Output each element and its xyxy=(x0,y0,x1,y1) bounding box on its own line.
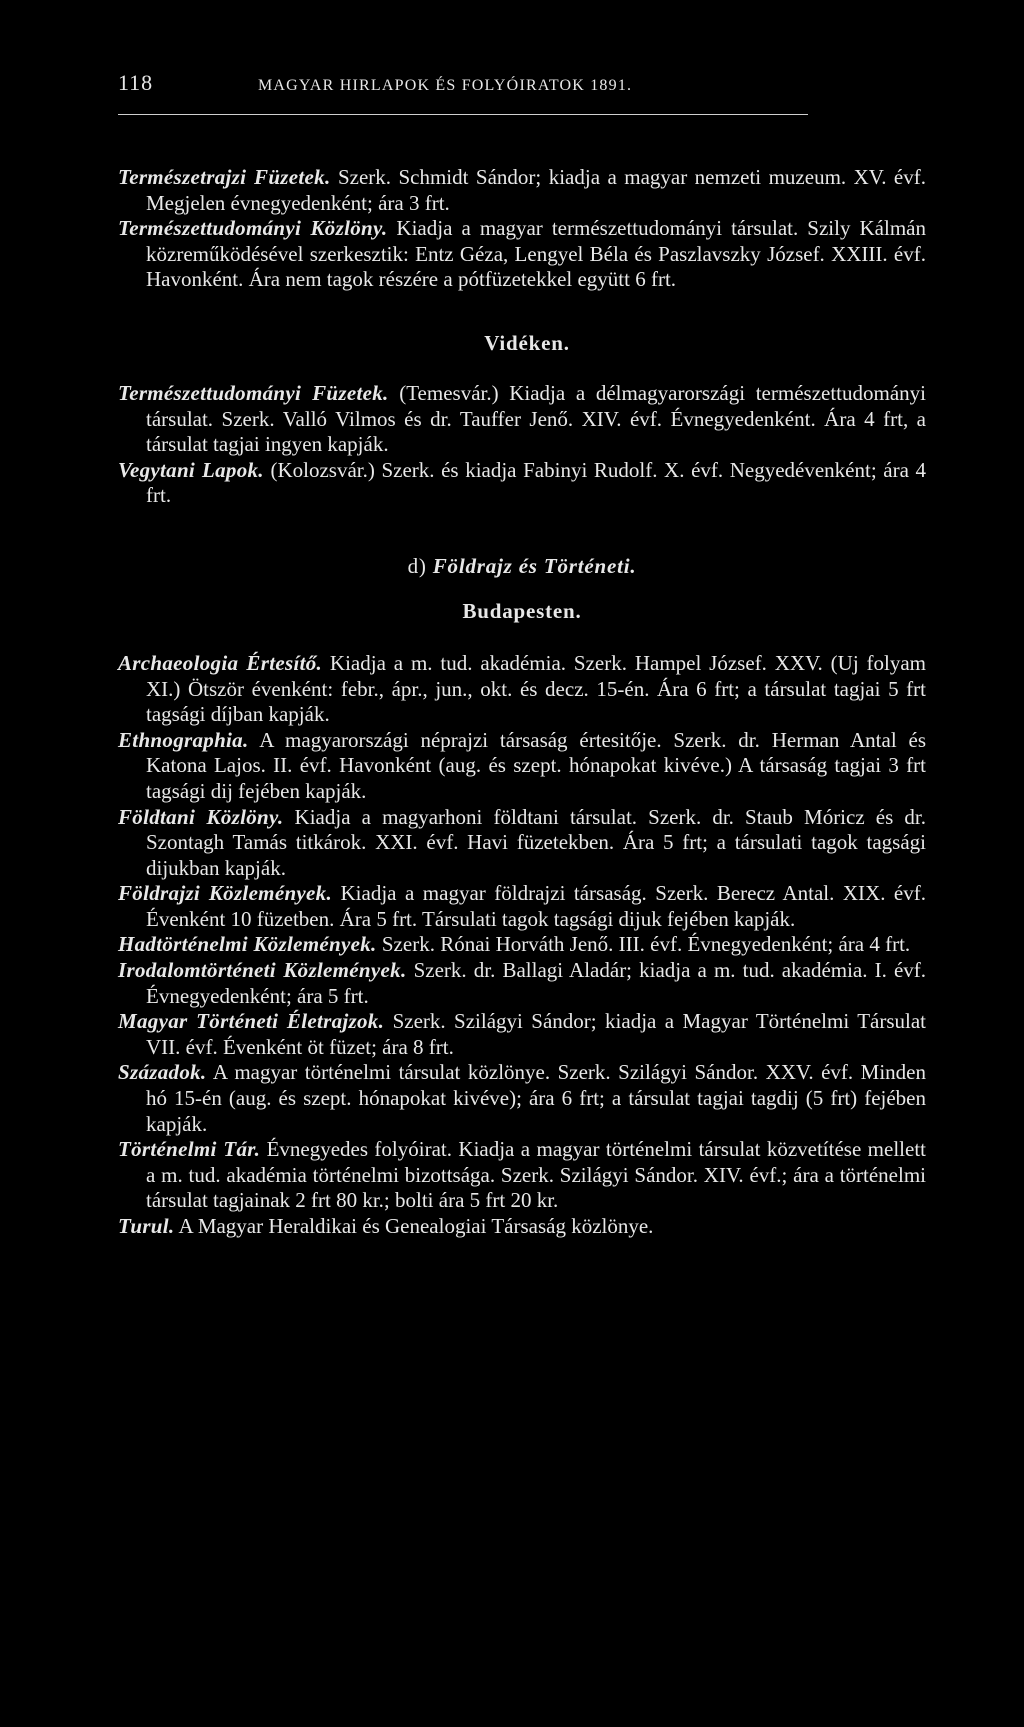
section-heading-budapest: Budapesten. xyxy=(462,598,582,623)
journal-title: Vegytani Lapok. xyxy=(118,457,264,482)
journal-title: Földtani Közlöny. xyxy=(118,804,284,829)
journal-entry xyxy=(118,458,926,509)
category-prefix: d) xyxy=(407,553,433,578)
journal-title: Történelmi Tár. xyxy=(118,1137,261,1162)
journal-title: Turul. xyxy=(118,1214,175,1238)
journal-details: Évnegyedes folyóirat. Kiadja a magyar történelmi társulat közvetítése mellett a m. tud. akadémia történelmi bizottsága. Szerk. Szilágyi Sándor. XIV. évf.; ára a történelmi társulat tagjainak 2 frt 80 kr.; bolti ára 5 frt 20 kr. xyxy=(146,1137,926,1213)
journal-title: Földrajzi Közlemények. xyxy=(118,881,333,906)
journal-entry xyxy=(118,728,926,805)
journal-details: Kiadja a magyar természettudományi társulat. Szily Kálmán közreműködésével szerkesztik: Entz Géza, Lengyel Béla és Paszlavszky József. XXIII. évf. Havonként. Ára nem tagok részére a pótfüzetekkel együtt 6 frt. xyxy=(146,216,926,292)
journal-details: Szerk. Szilágyi Sándor; kiadja a Magyar Történelmi Társulat VII. évf. Évenként öt füzet; ára 8 frt. xyxy=(146,1009,926,1059)
journal-title: Természettudományi Közlöny. xyxy=(118,216,388,241)
category-title: Földrajz és Történeti. xyxy=(432,553,637,578)
entry-group-3 xyxy=(118,651,926,1240)
journal-entry xyxy=(118,932,926,958)
entry-group-2 xyxy=(118,381,926,509)
section-heading-videken: Vidéken. xyxy=(484,330,570,355)
journal-entry xyxy=(118,651,926,728)
journal-details: A magyar történelmi társulat közlönye. Szerk. Szilágyi Sándor. XXV. évf. Minden hó 15-én (aug. és szept. hónapokat kivéve); ára 6 frt; a társulat tagjai tagdij (5 frt) fejében kapják. xyxy=(146,1060,926,1136)
header-rule xyxy=(118,114,808,115)
journal-entry xyxy=(118,381,926,458)
journal-entry xyxy=(118,1137,926,1214)
journal-entry xyxy=(118,165,926,216)
journal-title: Magyar Történeti Életrajzok. xyxy=(118,1009,385,1034)
journal-details: Szerk. dr. Ballagi Aladár; kiadja a m. tud. akadémia. I. évf. Évnegyedenként; ára 5 frt. xyxy=(146,958,927,1008)
running-head xyxy=(118,70,926,104)
journal-details: (Temesvár.) Kiadja a délmagyarországi természettudományi társulat. Szerk. Valló Vilmos és dr. Tauffer Jenő. XIV. évf. Évnegyedenként. Ára 4 frt, a társulat tagjai ingyen kapják. xyxy=(146,380,926,457)
journal-details: Szerk. Schmidt Sándor; kiadja a magyar nemzeti muzeum. XV. évf. Megjelen évnegyedenként; ára 3 frt. xyxy=(146,165,926,215)
running-title: MAGYAR HIRLAPOK ÉS FOLYÓIRATOK 1891. xyxy=(258,77,633,94)
page-number: 118 xyxy=(118,70,154,95)
journal-details: Szerk. Rónai Horváth Jenő. III. évf. Évnegyedenként; ára 4 frt. xyxy=(376,932,911,957)
journal-entry xyxy=(118,1009,926,1060)
journal-title: Századok. xyxy=(118,1060,207,1085)
journal-title: Archaeologia Értesítő. xyxy=(118,650,323,675)
journal-details: Kiadja a m. tud. akadémia. Szerk. Hampel József. XXV. (Uj folyam XI.) Ötször évenként: febr., ápr., jun., okt. és decz. 15-én. Ára 6 frt; a társulat tagjai 5 frt tagsági díjban kapják. xyxy=(146,650,926,727)
category-heading xyxy=(118,554,926,579)
journal-title: Természettudományi Füzetek. xyxy=(118,380,389,405)
journal-details: (Kolozsvár.) Szerk. és kiadja Fabinyi Rudolf. X. évf. Negyedévenként; ára 4 frt. xyxy=(146,457,927,508)
document-page xyxy=(118,70,926,1240)
journal-entry xyxy=(118,958,926,1009)
journal-details: A Magyar Heraldikai és Genealogiai Társaság közlönye. xyxy=(174,1214,654,1238)
journal-entry xyxy=(118,1060,926,1137)
journal-entry xyxy=(118,881,926,932)
journal-details: Kiadja a magyar földrajzi társaság. Szerk. Berecz Antal. XIX. évf. Évenként 10 füzetben. Ára 5 frt. Társulati tagok tagsági dijuk fejében kapják. xyxy=(146,881,927,931)
journal-title: Természetrajzi Füzetek. xyxy=(118,165,331,189)
entries xyxy=(118,165,926,1240)
journal-title: Hadtörténelmi Közlemények. xyxy=(118,932,377,957)
journal-entry xyxy=(118,1214,926,1240)
journal-title: Irodalomtörténeti Közlemények. xyxy=(118,958,407,983)
journal-title: Ethnographia. xyxy=(118,727,249,752)
entry-group-1 xyxy=(118,165,926,293)
journal-details: A magyarországi néprajzi társaság értesitője. Szerk. dr. Herman Antal és Katona Lajos. II. évf. Havonként (aug. és szept. hónapokat kivéve.) A társaság tagjai 3 frt tagsági dij fejében kapják. xyxy=(146,727,926,803)
journal-details: Kiadja a magyarhoni földtani társulat. Szerk. dr. Staub Móricz és dr. Szontagh Tamás titkárok. XXI. évf. Havi füzetekben. Ára 5 frt; a társulati tagok tagsági dijukban kapják. xyxy=(146,804,926,880)
journal-entry xyxy=(118,216,926,293)
journal-entry xyxy=(118,805,926,882)
